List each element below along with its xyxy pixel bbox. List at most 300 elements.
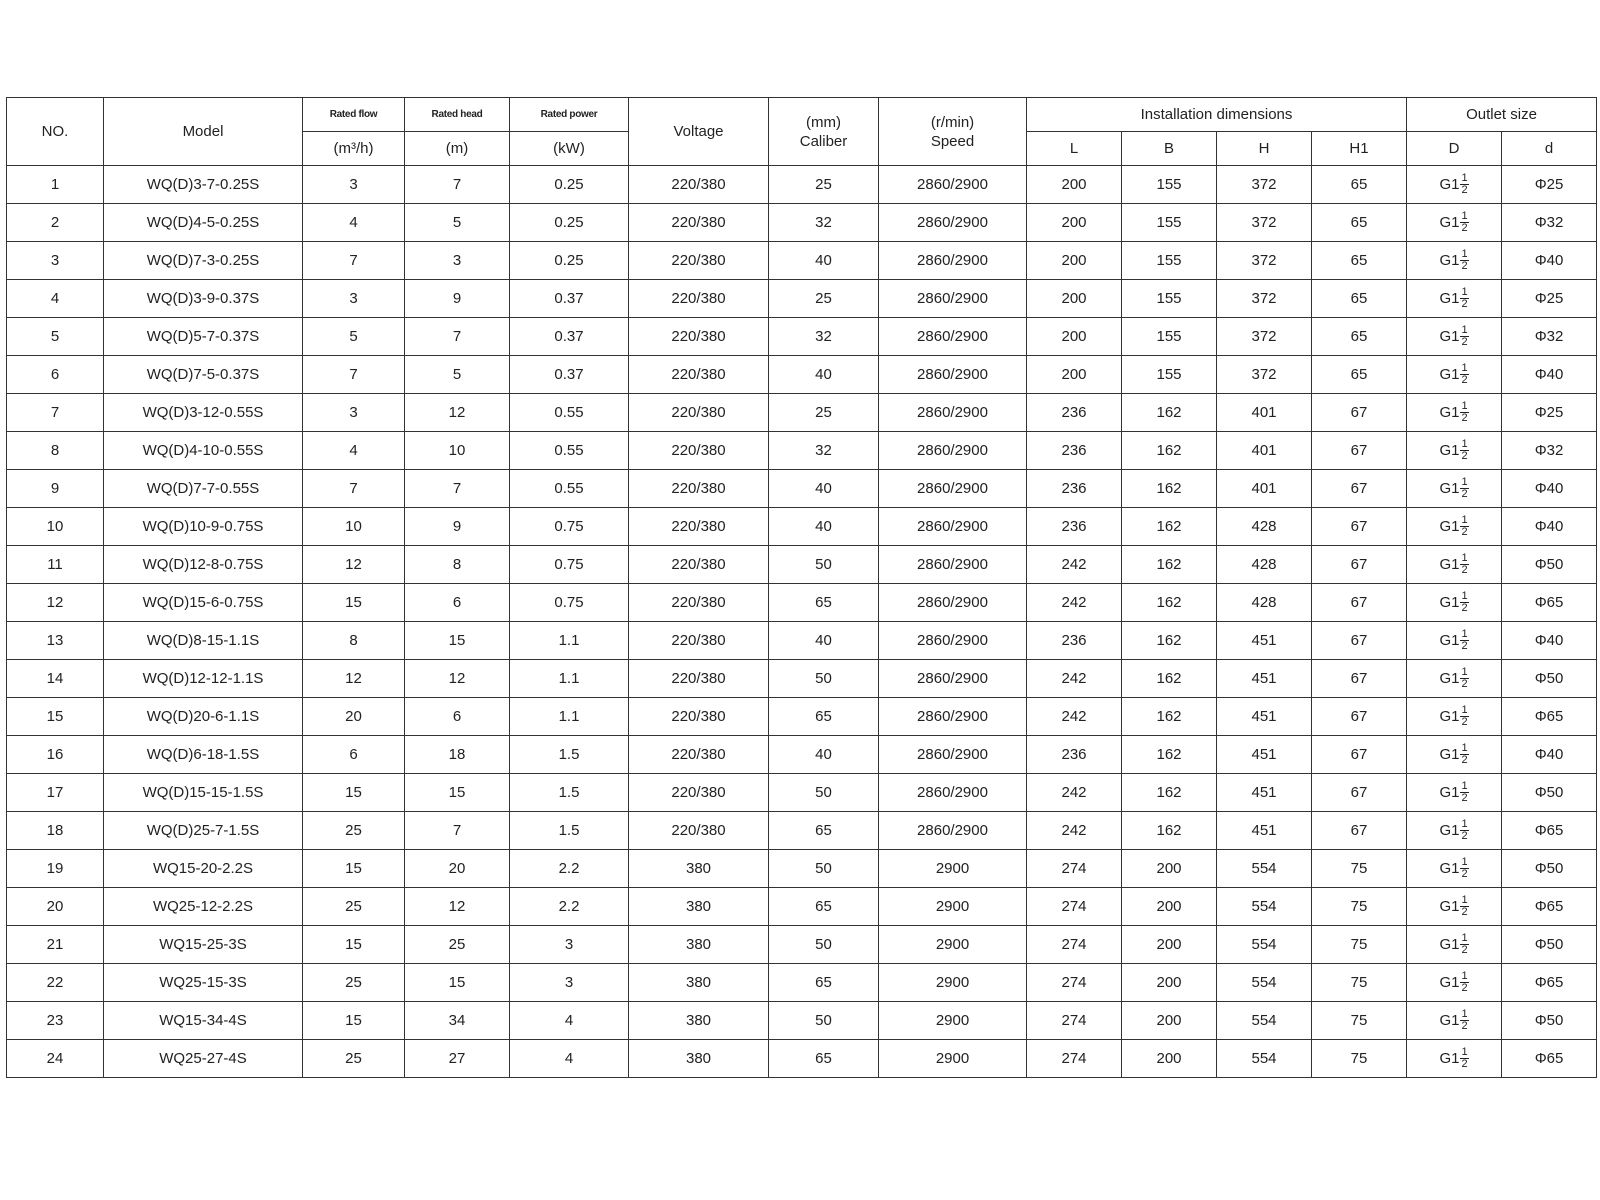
thread-fraction — [1460, 1009, 1468, 1032]
cell-rated-power: 1.1 — [510, 622, 629, 660]
fraction-numerator: 1 — [1461, 514, 1468, 526]
cell-rated-head: 25 — [405, 926, 510, 964]
cell-B: 162 — [1122, 812, 1217, 850]
cell-L: 242 — [1027, 584, 1122, 622]
cell-caliber: 40 — [769, 508, 879, 546]
fraction-denominator: 2 — [1461, 1020, 1468, 1032]
cell-D — [1407, 1040, 1502, 1078]
cell-caliber: 32 — [769, 204, 879, 242]
cell-voltage: 220/380 — [629, 622, 769, 660]
cell-model: WQ(D)6-18-1.5S — [104, 736, 303, 774]
cell-rated-flow: 4 — [303, 204, 405, 242]
cell-rated-flow: 6 — [303, 736, 405, 774]
cell-no: 16 — [7, 736, 104, 774]
fraction-denominator: 2 — [1461, 906, 1468, 918]
cell-L: 274 — [1027, 1040, 1122, 1078]
cell-H1: 65 — [1312, 356, 1407, 394]
cell-B: 155 — [1122, 166, 1217, 204]
cell-rated-power: 3 — [510, 964, 629, 1002]
cell-rated-flow: 7 — [303, 242, 405, 280]
col-header-speed — [879, 98, 1027, 166]
cell-speed: 2860/2900 — [879, 660, 1027, 698]
cell-no: 9 — [7, 470, 104, 508]
cell-caliber: 50 — [769, 1002, 879, 1040]
cell-model: WQ15-34-4S — [104, 1002, 303, 1040]
col-header-flow-unit: (m³/h) — [303, 132, 405, 166]
cell-rated-power: 0.75 — [510, 584, 629, 622]
thread-prefix: G1 — [1439, 898, 1460, 915]
cell-speed: 2860/2900 — [879, 698, 1027, 736]
cell-D — [1407, 622, 1502, 660]
cell-H1: 65 — [1312, 280, 1407, 318]
table-row — [7, 356, 1597, 394]
cell-rated-flow: 5 — [303, 318, 405, 356]
fraction-numerator: 1 — [1461, 666, 1468, 678]
table-row — [7, 584, 1597, 622]
cell-rated-power: 0.37 — [510, 318, 629, 356]
cell-B: 200 — [1122, 1040, 1217, 1078]
cell-caliber: 25 — [769, 280, 879, 318]
cell-L: 242 — [1027, 698, 1122, 736]
fraction-numerator: 1 — [1461, 970, 1468, 982]
thread-fraction — [1460, 895, 1468, 918]
cell-voltage: 220/380 — [629, 356, 769, 394]
cell-rated-head: 15 — [405, 622, 510, 660]
speed-label: Speed — [930, 132, 975, 150]
speed-unit: (r/min) — [930, 113, 975, 131]
table-row — [7, 774, 1597, 812]
table-row — [7, 1040, 1597, 1078]
thread-fraction — [1460, 743, 1468, 766]
cell-D — [1407, 204, 1502, 242]
cell-rated-flow: 7 — [303, 470, 405, 508]
cell-speed: 2900 — [879, 926, 1027, 964]
table-row — [7, 242, 1597, 280]
cell-no: 15 — [7, 698, 104, 736]
cell-D — [1407, 584, 1502, 622]
cell-caliber: 50 — [769, 660, 879, 698]
cell-H: 554 — [1217, 888, 1312, 926]
fraction-denominator: 2 — [1461, 564, 1468, 576]
cell-L: 236 — [1027, 394, 1122, 432]
cell-rated-head: 6 — [405, 698, 510, 736]
cell-L: 200 — [1027, 280, 1122, 318]
cell-no: 7 — [7, 394, 104, 432]
cell-rated-flow: 10 — [303, 508, 405, 546]
cell-d: Φ65 — [1502, 964, 1597, 1002]
cell-L: 200 — [1027, 242, 1122, 280]
cell-model: WQ(D)7-7-0.55S — [104, 470, 303, 508]
cell-no: 22 — [7, 964, 104, 1002]
fraction-numerator: 1 — [1461, 210, 1468, 222]
cell-caliber: 40 — [769, 242, 879, 280]
cell-rated-power: 1.1 — [510, 698, 629, 736]
table-row — [7, 204, 1597, 242]
cell-no: 6 — [7, 356, 104, 394]
cell-speed: 2900 — [879, 888, 1027, 926]
cell-speed: 2860/2900 — [879, 318, 1027, 356]
col-header-caliber — [769, 98, 879, 166]
cell-rated-power: 0.25 — [510, 242, 629, 280]
cell-caliber: 50 — [769, 850, 879, 888]
cell-rated-head: 7 — [405, 318, 510, 356]
cell-speed: 2900 — [879, 850, 1027, 888]
cell-no: 8 — [7, 432, 104, 470]
cell-caliber: 65 — [769, 584, 879, 622]
spec-sheet — [6, 97, 1596, 1078]
cell-rated-flow: 3 — [303, 280, 405, 318]
cell-no: 19 — [7, 850, 104, 888]
cell-model: WQ25-27-4S — [104, 1040, 303, 1078]
thread-fraction — [1460, 857, 1468, 880]
cell-L: 274 — [1027, 926, 1122, 964]
cell-H: 428 — [1217, 546, 1312, 584]
cell-L: 200 — [1027, 356, 1122, 394]
cell-no: 2 — [7, 204, 104, 242]
fraction-denominator: 2 — [1461, 526, 1468, 538]
table-row — [7, 394, 1597, 432]
cell-H: 554 — [1217, 964, 1312, 1002]
cell-H: 554 — [1217, 1002, 1312, 1040]
cell-d: Φ50 — [1502, 660, 1597, 698]
col-header-model: Model — [104, 98, 303, 166]
thread-fraction — [1460, 211, 1468, 234]
caliber-label: Caliber — [799, 132, 848, 150]
cell-caliber: 32 — [769, 432, 879, 470]
cell-speed: 2860/2900 — [879, 204, 1027, 242]
cell-L: 236 — [1027, 622, 1122, 660]
col-header-no: NO. — [7, 98, 104, 166]
thread-prefix: G1 — [1439, 784, 1460, 801]
table-row — [7, 964, 1597, 1002]
cell-B: 162 — [1122, 660, 1217, 698]
table-row — [7, 926, 1597, 964]
thread-fraction — [1460, 819, 1468, 842]
col-header-power-unit: (kW) — [510, 132, 629, 166]
cell-rated-head: 12 — [405, 660, 510, 698]
cell-B: 162 — [1122, 394, 1217, 432]
cell-L: 200 — [1027, 166, 1122, 204]
cell-rated-flow: 25 — [303, 812, 405, 850]
fraction-denominator: 2 — [1461, 412, 1468, 424]
cell-D — [1407, 432, 1502, 470]
cell-H1: 67 — [1312, 584, 1407, 622]
cell-voltage: 220/380 — [629, 242, 769, 280]
fraction-numerator: 1 — [1461, 932, 1468, 944]
cell-d: Φ32 — [1502, 432, 1597, 470]
col-header-outlet-size: Outlet size — [1407, 98, 1597, 132]
cell-d: Φ25 — [1502, 280, 1597, 318]
thread-fraction — [1460, 401, 1468, 424]
cell-rated-flow: 12 — [303, 546, 405, 584]
cell-rated-head: 34 — [405, 1002, 510, 1040]
cell-voltage: 220/380 — [629, 280, 769, 318]
cell-B: 155 — [1122, 280, 1217, 318]
cell-caliber: 40 — [769, 470, 879, 508]
cell-model: WQ(D)12-8-0.75S — [104, 546, 303, 584]
cell-speed: 2860/2900 — [879, 584, 1027, 622]
cell-caliber: 50 — [769, 546, 879, 584]
col-header-rated-power: Rated power — [510, 98, 629, 132]
cell-L: 242 — [1027, 812, 1122, 850]
cell-model: WQ25-12-2.2S — [104, 888, 303, 926]
cell-no: 4 — [7, 280, 104, 318]
cell-B: 155 — [1122, 318, 1217, 356]
cell-d: Φ65 — [1502, 888, 1597, 926]
cell-rated-flow: 15 — [303, 926, 405, 964]
cell-D — [1407, 546, 1502, 584]
cell-rated-flow: 25 — [303, 964, 405, 1002]
cell-rated-head: 9 — [405, 508, 510, 546]
cell-voltage: 220/380 — [629, 394, 769, 432]
cell-rated-head: 7 — [405, 812, 510, 850]
cell-no: 11 — [7, 546, 104, 584]
cell-d: Φ50 — [1502, 546, 1597, 584]
cell-rated-flow: 7 — [303, 356, 405, 394]
cell-H1: 75 — [1312, 850, 1407, 888]
cell-speed: 2860/2900 — [879, 622, 1027, 660]
cell-rated-power: 1.5 — [510, 812, 629, 850]
cell-d: Φ50 — [1502, 1002, 1597, 1040]
col-header-installation-dimensions: Installation dimensions — [1027, 98, 1407, 132]
table-body — [7, 166, 1597, 1078]
table-row — [7, 280, 1597, 318]
table-row — [7, 622, 1597, 660]
cell-caliber: 25 — [769, 394, 879, 432]
cell-speed: 2860/2900 — [879, 812, 1027, 850]
thread-fraction — [1460, 249, 1468, 272]
cell-speed: 2860/2900 — [879, 470, 1027, 508]
cell-caliber: 65 — [769, 888, 879, 926]
fraction-numerator: 1 — [1461, 552, 1468, 564]
fraction-denominator: 2 — [1461, 260, 1468, 272]
cell-rated-flow: 3 — [303, 166, 405, 204]
cell-H1: 65 — [1312, 204, 1407, 242]
table-row — [7, 850, 1597, 888]
cell-H1: 65 — [1312, 242, 1407, 280]
col-header-voltage: Voltage — [629, 98, 769, 166]
fraction-denominator: 2 — [1461, 716, 1468, 728]
cell-voltage: 220/380 — [629, 166, 769, 204]
cell-no: 12 — [7, 584, 104, 622]
cell-model: WQ(D)7-3-0.25S — [104, 242, 303, 280]
fraction-denominator: 2 — [1461, 488, 1468, 500]
cell-voltage: 220/380 — [629, 812, 769, 850]
cell-D — [1407, 356, 1502, 394]
cell-d: Φ50 — [1502, 850, 1597, 888]
cell-H: 372 — [1217, 166, 1312, 204]
cell-H1: 67 — [1312, 432, 1407, 470]
cell-model: WQ(D)15-6-0.75S — [104, 584, 303, 622]
cell-speed: 2860/2900 — [879, 774, 1027, 812]
thread-prefix: G1 — [1439, 594, 1460, 611]
cell-D — [1407, 1002, 1502, 1040]
cell-voltage: 380 — [629, 850, 769, 888]
cell-L: 242 — [1027, 774, 1122, 812]
cell-voltage: 220/380 — [629, 508, 769, 546]
fraction-denominator: 2 — [1461, 754, 1468, 766]
cell-d: Φ40 — [1502, 622, 1597, 660]
cell-model: WQ25-15-3S — [104, 964, 303, 1002]
cell-rated-power: 1.1 — [510, 660, 629, 698]
cell-model: WQ15-25-3S — [104, 926, 303, 964]
col-header-rated-flow: Rated flow — [303, 98, 405, 132]
cell-model: WQ(D)3-9-0.37S — [104, 280, 303, 318]
thread-prefix: G1 — [1439, 1012, 1460, 1029]
cell-H1: 67 — [1312, 660, 1407, 698]
thread-prefix: G1 — [1439, 176, 1460, 193]
thread-prefix: G1 — [1439, 442, 1460, 459]
cell-rated-head: 5 — [405, 356, 510, 394]
cell-rated-flow: 15 — [303, 850, 405, 888]
cell-L: 236 — [1027, 508, 1122, 546]
cell-model: WQ(D)15-15-1.5S — [104, 774, 303, 812]
cell-voltage: 380 — [629, 1002, 769, 1040]
cell-B: 162 — [1122, 546, 1217, 584]
cell-B: 200 — [1122, 850, 1217, 888]
cell-caliber: 25 — [769, 166, 879, 204]
thread-fraction — [1460, 781, 1468, 804]
cell-model: WQ(D)12-12-1.1S — [104, 660, 303, 698]
cell-rated-power: 0.25 — [510, 166, 629, 204]
cell-d: Φ40 — [1502, 242, 1597, 280]
cell-voltage: 220/380 — [629, 660, 769, 698]
thread-fraction — [1460, 667, 1468, 690]
cell-rated-power: 0.55 — [510, 432, 629, 470]
cell-speed: 2860/2900 — [879, 546, 1027, 584]
cell-rated-power: 4 — [510, 1002, 629, 1040]
cell-d: Φ40 — [1502, 356, 1597, 394]
cell-caliber: 40 — [769, 622, 879, 660]
cell-voltage: 380 — [629, 964, 769, 1002]
cell-d: Φ65 — [1502, 812, 1597, 850]
cell-model: WQ15-20-2.2S — [104, 850, 303, 888]
cell-voltage: 380 — [629, 888, 769, 926]
cell-D — [1407, 660, 1502, 698]
cell-B: 162 — [1122, 698, 1217, 736]
cell-caliber: 65 — [769, 698, 879, 736]
cell-H: 401 — [1217, 470, 1312, 508]
cell-caliber: 65 — [769, 1040, 879, 1078]
table-row — [7, 1002, 1597, 1040]
col-header-H: H — [1217, 132, 1312, 166]
thread-prefix: G1 — [1439, 670, 1460, 687]
cell-speed: 2860/2900 — [879, 432, 1027, 470]
thread-prefix: G1 — [1439, 252, 1460, 269]
cell-H1: 67 — [1312, 622, 1407, 660]
cell-L: 200 — [1027, 318, 1122, 356]
cell-speed: 2860/2900 — [879, 280, 1027, 318]
cell-rated-flow: 15 — [303, 584, 405, 622]
cell-rated-flow: 25 — [303, 1040, 405, 1078]
cell-voltage: 220/380 — [629, 774, 769, 812]
cell-D — [1407, 318, 1502, 356]
cell-speed: 2860/2900 — [879, 394, 1027, 432]
cell-rated-flow: 3 — [303, 394, 405, 432]
fraction-denominator: 2 — [1461, 222, 1468, 234]
cell-L: 200 — [1027, 204, 1122, 242]
cell-d: Φ65 — [1502, 698, 1597, 736]
cell-B: 200 — [1122, 964, 1217, 1002]
cell-H: 372 — [1217, 318, 1312, 356]
cell-D — [1407, 508, 1502, 546]
thread-fraction — [1460, 363, 1468, 386]
thread-prefix: G1 — [1439, 632, 1460, 649]
fraction-denominator: 2 — [1461, 678, 1468, 690]
cell-B: 162 — [1122, 470, 1217, 508]
cell-D — [1407, 812, 1502, 850]
cell-L: 242 — [1027, 660, 1122, 698]
cell-D — [1407, 888, 1502, 926]
fraction-numerator: 1 — [1461, 704, 1468, 716]
cell-D — [1407, 964, 1502, 1002]
cell-H1: 67 — [1312, 470, 1407, 508]
cell-no: 14 — [7, 660, 104, 698]
fraction-numerator: 1 — [1461, 476, 1468, 488]
thread-fraction — [1460, 705, 1468, 728]
cell-no: 21 — [7, 926, 104, 964]
cell-rated-power: 0.55 — [510, 470, 629, 508]
thread-fraction — [1460, 933, 1468, 956]
cell-H1: 75 — [1312, 1002, 1407, 1040]
cell-rated-flow: 25 — [303, 888, 405, 926]
thread-fraction — [1460, 553, 1468, 576]
thread-prefix: G1 — [1439, 860, 1460, 877]
thread-prefix: G1 — [1439, 936, 1460, 953]
cell-no: 24 — [7, 1040, 104, 1078]
fraction-numerator: 1 — [1461, 780, 1468, 792]
cell-L: 236 — [1027, 432, 1122, 470]
cell-model: WQ(D)7-5-0.37S — [104, 356, 303, 394]
table-row — [7, 736, 1597, 774]
cell-rated-power: 0.37 — [510, 280, 629, 318]
cell-H: 428 — [1217, 584, 1312, 622]
cell-no: 17 — [7, 774, 104, 812]
thread-fraction — [1460, 629, 1468, 652]
cell-rated-head: 8 — [405, 546, 510, 584]
cell-model: WQ(D)25-7-1.5S — [104, 812, 303, 850]
cell-rated-flow: 20 — [303, 698, 405, 736]
cell-B: 162 — [1122, 622, 1217, 660]
cell-H1: 75 — [1312, 888, 1407, 926]
fraction-numerator: 1 — [1461, 248, 1468, 260]
fraction-denominator: 2 — [1461, 792, 1468, 804]
cell-D — [1407, 166, 1502, 204]
table-row — [7, 470, 1597, 508]
fraction-denominator: 2 — [1461, 450, 1468, 462]
cell-caliber: 65 — [769, 964, 879, 1002]
fraction-denominator: 2 — [1461, 1058, 1468, 1070]
thread-fraction — [1460, 515, 1468, 538]
cell-H: 372 — [1217, 242, 1312, 280]
cell-d: Φ65 — [1502, 1040, 1597, 1078]
fraction-numerator: 1 — [1461, 590, 1468, 602]
col-header-H1: H1 — [1312, 132, 1407, 166]
cell-B: 200 — [1122, 926, 1217, 964]
cell-d: Φ40 — [1502, 470, 1597, 508]
cell-H1: 65 — [1312, 318, 1407, 356]
cell-caliber: 40 — [769, 356, 879, 394]
thread-prefix: G1 — [1439, 974, 1460, 991]
cell-H: 372 — [1217, 356, 1312, 394]
cell-H: 372 — [1217, 280, 1312, 318]
cell-no: 18 — [7, 812, 104, 850]
cell-H: 451 — [1217, 698, 1312, 736]
cell-d: Φ25 — [1502, 394, 1597, 432]
thread-prefix: G1 — [1439, 480, 1460, 497]
cell-rated-power: 1.5 — [510, 736, 629, 774]
cell-rated-head: 7 — [405, 166, 510, 204]
